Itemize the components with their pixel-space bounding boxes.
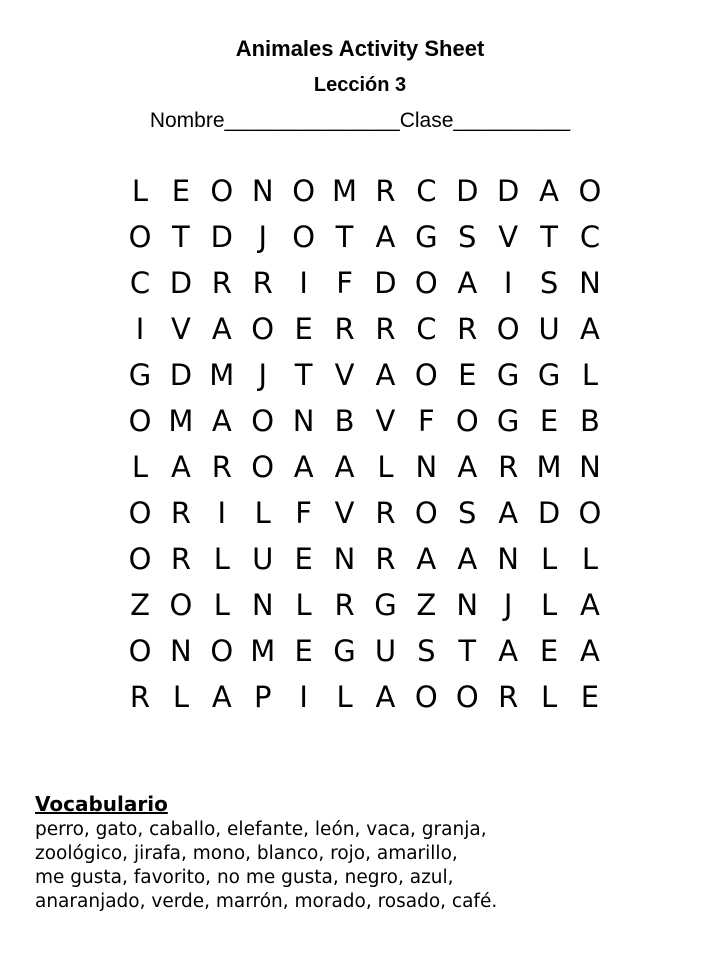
grid-letter: E [171, 174, 191, 208]
grid-row [120, 490, 610, 536]
grid-letter: A [457, 450, 478, 484]
grid-row [120, 260, 610, 306]
grid-letter: V [375, 404, 396, 438]
grid-letter: M [332, 174, 358, 208]
vocabulary-line: zoológico, jirafa, mono, blanco, rojo, amarillo, [35, 843, 458, 864]
grid-letter: A [539, 174, 559, 208]
grid-letter: R [375, 312, 396, 346]
grid-letter: L [172, 680, 189, 714]
grid-letter: D [169, 266, 193, 300]
worksheet-header [0, 30, 720, 140]
grid-letter: L [131, 174, 149, 208]
grid-letter: E [294, 312, 313, 346]
grid-letter: A [498, 496, 519, 530]
grid-letter: D [210, 220, 233, 254]
grid-letter: V [170, 312, 191, 346]
grid-letter: S [539, 266, 559, 300]
grid-letter: O [578, 174, 602, 208]
grid-letter: G [374, 588, 397, 622]
grid-letter: G [415, 220, 438, 254]
grid-letter: R [252, 266, 273, 300]
grid-letter: A [457, 266, 478, 300]
lesson-subtitle: Lección 3 [313, 74, 407, 96]
grid-letter: L [581, 542, 599, 576]
vocabulary-heading: Vocabulario [35, 792, 168, 816]
grid-letter: A [211, 312, 232, 346]
grid-letter: L [377, 450, 394, 484]
grid-letter: L [131, 450, 149, 484]
grid-letter: D [169, 358, 193, 392]
grid-letter: S [458, 496, 477, 530]
grid-letter: J [258, 220, 267, 254]
grid-letter: I [503, 266, 513, 300]
grid-letter: N [497, 542, 519, 576]
grid-letter: G [128, 358, 152, 392]
grid-letter: L [295, 588, 312, 622]
grid-letter: O [128, 542, 152, 576]
page-title: Animales Activity Sheet [235, 36, 485, 61]
grid-letter: G [333, 634, 356, 668]
grid-letter: R [375, 174, 396, 208]
grid-row [120, 306, 610, 352]
grid-letter: O [128, 496, 152, 530]
grid-letter: O [496, 312, 520, 346]
vocabulary-line: perro, gato, caballo, elefante, león, vaca, granja, [35, 819, 487, 840]
grid-letter: B [334, 404, 355, 438]
grid-letter: R [498, 450, 519, 484]
grid-letter: I [299, 266, 308, 300]
grid-letter: O [210, 174, 234, 208]
grid-letter: O [292, 220, 316, 254]
grid-letter: C [579, 220, 601, 254]
grid-letter: L [540, 588, 558, 622]
grid-letter: N [579, 266, 601, 300]
grid-letter: R [334, 312, 355, 346]
grid-letter: B [580, 404, 600, 438]
grid-letter: A [211, 680, 232, 714]
grid-letter: D [537, 496, 561, 530]
grid-letter: O [128, 220, 152, 254]
grid-letter: R [375, 542, 396, 576]
grid-letter: V [334, 496, 355, 530]
grid-row [120, 674, 610, 720]
grid-letter: A [375, 680, 396, 714]
grid-letter: N [579, 450, 601, 484]
grid-letter: O [414, 680, 438, 714]
grid-letter: O [292, 174, 316, 208]
grid-letter: V [334, 358, 355, 392]
grid-letter: D [456, 174, 479, 208]
name-class-line: Nombre_______________Clase__________ [149, 109, 571, 132]
grid-letter: N [292, 404, 315, 438]
grid-letter: G [537, 358, 561, 392]
grid-letter: I [217, 496, 227, 530]
grid-row [120, 536, 610, 582]
grid-letter: A [375, 220, 396, 254]
grid-letter: E [539, 404, 559, 438]
grid-letter: M [536, 450, 562, 484]
grid-row [120, 398, 610, 444]
grid-letter: R [375, 496, 396, 530]
grid-letter: E [580, 680, 600, 714]
grid-row [120, 168, 610, 214]
grid-letter: T [172, 220, 190, 254]
grid-letter: E [539, 634, 559, 668]
grid-letter: R [334, 588, 355, 622]
grid-letter: Z [130, 588, 150, 622]
grid-letter: A [580, 588, 600, 622]
grid-letter: G [496, 404, 520, 438]
grid-letter: I [135, 312, 145, 346]
grid-row [120, 582, 610, 628]
grid-letter: L [336, 680, 353, 714]
grid-row [120, 628, 610, 674]
grid-letter: U [252, 542, 274, 576]
grid-row [120, 444, 610, 490]
grid-letter: J [503, 588, 513, 622]
grid-letter: L [213, 588, 230, 622]
grid-letter: P [253, 680, 272, 714]
vocabulary-line: anaranjado, verde, marrón, morado, rosado, café. [35, 891, 498, 912]
grid-letter: F [295, 496, 312, 530]
grid-letter: O [169, 588, 193, 622]
grid-letter: A [293, 450, 314, 484]
grid-letter: O [251, 312, 275, 346]
grid-letter: R [457, 312, 478, 346]
grid-letter: L [254, 496, 271, 530]
grid-letter: L [581, 358, 599, 392]
grid-letter: R [498, 680, 519, 714]
grid-letter: A [170, 450, 191, 484]
grid-letter: E [294, 542, 313, 576]
grid-letter: A [580, 634, 600, 668]
grid-letter: N [170, 634, 192, 668]
word-search-grid [120, 168, 610, 720]
grid-letter: R [129, 680, 151, 714]
grid-letter: O [455, 404, 479, 438]
grid-letter: M [168, 404, 194, 438]
grid-letter: M [209, 358, 235, 392]
grid-letter: L [213, 542, 230, 576]
grid-letter: S [417, 634, 436, 668]
grid-letter: E [458, 358, 477, 392]
grid-letter: A [498, 634, 519, 668]
grid-letter: R [170, 542, 191, 576]
grid-letter: I [299, 680, 308, 714]
grid-letter: T [294, 358, 313, 392]
grid-row [120, 214, 610, 260]
grid-letter: A [416, 542, 437, 576]
grid-letter: A [211, 404, 232, 438]
grid-letter: O [251, 404, 275, 438]
grid-letter: Z [416, 588, 437, 622]
grid-letter: O [414, 496, 438, 530]
vocabulary-line: me gusta, favorito, no me gusta, negro, azul, [35, 867, 454, 888]
grid-letter: L [540, 542, 558, 576]
grid-letter: A [580, 312, 600, 346]
grid-letter: V [498, 220, 519, 254]
grid-letter: U [374, 634, 397, 668]
grid-letter: A [334, 450, 355, 484]
grid-letter: G [496, 358, 520, 392]
grid-letter: R [211, 450, 232, 484]
grid-letter: O [210, 634, 234, 668]
grid-letter: L [540, 680, 558, 714]
grid-letter: F [418, 404, 435, 438]
grid-letter: O [414, 358, 438, 392]
grid-letter: M [250, 634, 276, 668]
grid-letter: D [374, 266, 397, 300]
grid-letter: R [211, 266, 232, 300]
grid-letter: N [251, 174, 274, 208]
grid-letter: C [416, 312, 437, 346]
grid-letter: O [578, 496, 602, 530]
grid-letter: J [258, 358, 267, 392]
grid-letter: O [251, 450, 275, 484]
grid-letter: A [457, 542, 478, 576]
grid-letter: F [336, 266, 353, 300]
grid-letter: C [416, 174, 437, 208]
grid-letter: T [458, 634, 477, 668]
grid-letter: N [415, 450, 438, 484]
grid-letter: R [170, 496, 191, 530]
vocabulary-section [35, 790, 705, 914]
grid-letter: D [496, 174, 520, 208]
grid-letter: A [375, 358, 396, 392]
grid-row [120, 352, 610, 398]
grid-letter: C [129, 266, 151, 300]
grid-letter: S [458, 220, 477, 254]
grid-letter: N [251, 588, 274, 622]
grid-letter: O [455, 680, 479, 714]
grid-letter: T [335, 220, 354, 254]
grid-letter: O [128, 634, 152, 668]
grid-letter: O [128, 404, 152, 438]
grid-letter: N [456, 588, 479, 622]
grid-letter: U [538, 312, 560, 346]
grid-letter: O [414, 266, 438, 300]
grid-letter: E [294, 634, 313, 668]
grid-letter: T [540, 220, 558, 254]
grid-letter: N [333, 542, 356, 576]
